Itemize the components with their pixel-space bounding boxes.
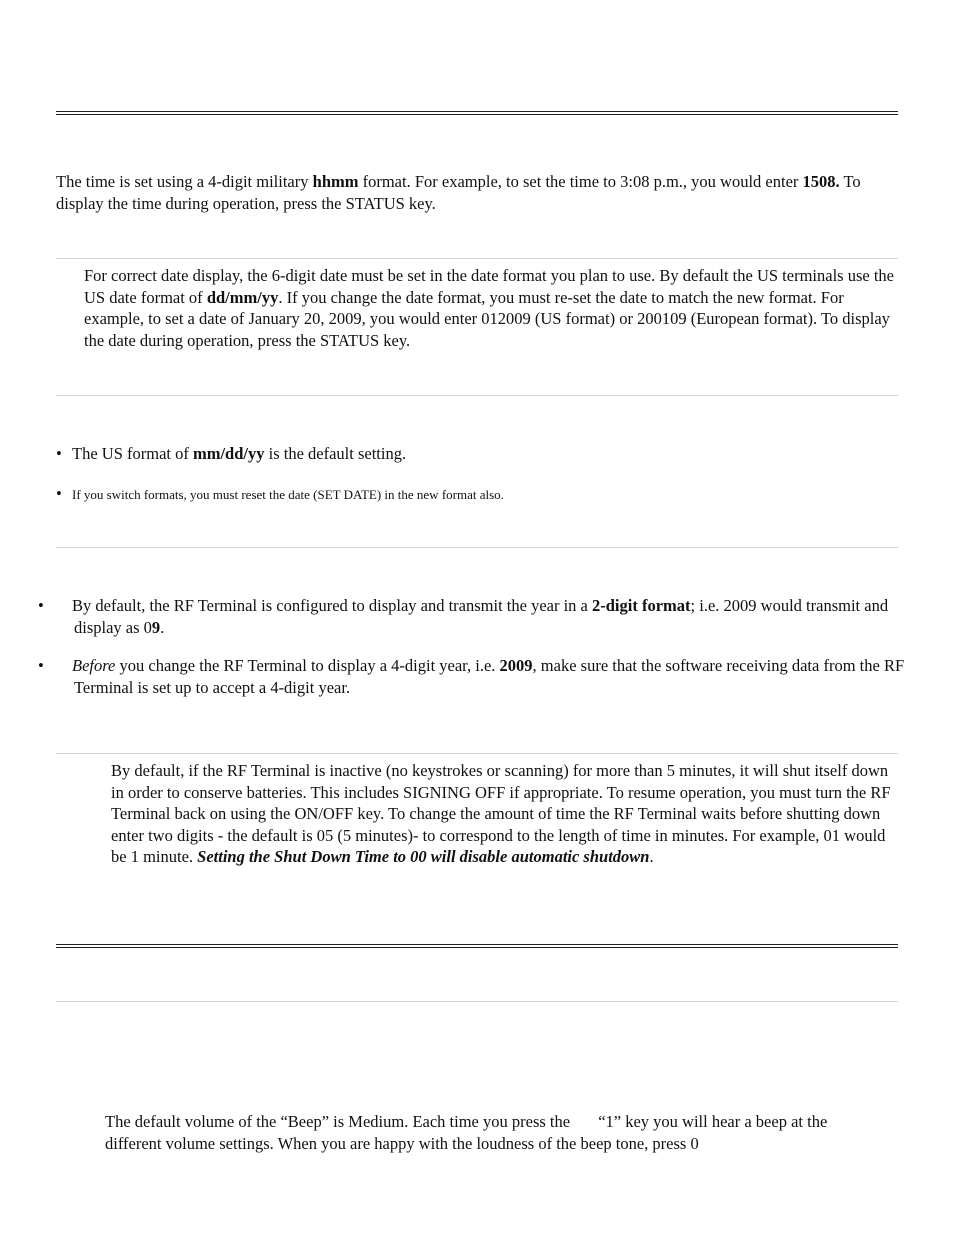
time-example-bold: 1508. (802, 172, 840, 191)
bullet-icon: • (56, 444, 62, 463)
time-setting-paragraph: The time is set using a 4-digit military hhmm format. For example, to set the time to 3:08 p.m., you would enter 1508. To display the time during operation, press the STATUS key. (56, 172, 861, 213)
section-divider-double (56, 944, 898, 948)
list-item: • If you switch formats, you must reset the date (SET DATE) in the new format also. (56, 484, 504, 503)
section-divider (56, 395, 898, 396)
time-format-bold: hhmm (312, 172, 359, 191)
section-divider (56, 1001, 898, 1002)
bullet-icon: • (38, 596, 44, 615)
section-divider-double (56, 111, 898, 115)
shutdown-note: Setting the Shut Down Time to 00 will disable automatic shutdown (197, 847, 650, 866)
list-item: • Before you change the RF Terminal to display a 4-digit year, i.e. 2009, make sure that the software receiving data from the RF Terminal is set up to accept a 4-digit year. (38, 656, 905, 697)
list-item: • By default, the RF Terminal is configured to display and transmit the year in a 2-digit format; i.e. 2009 would transmit and display as 09. (38, 596, 889, 637)
list-item: • The US format of mm/dd/yy is the default setting. (56, 444, 407, 463)
section-divider (56, 547, 898, 548)
date-setting-paragraph: For correct date display, the 6-digit date must be set in the date format you plan to use. By default the US terminals use the US date format of dd/mm/yy. If you change the date format, you must re-set the date to match the new format. For example, to set a date of January 20, 2009, you would enter 012009 (US format) or 200109 (European format). To display the date during operation, press the STATUS key. (84, 266, 894, 350)
date-format-bold: dd/mm/yy (206, 287, 279, 307)
shutdown-paragraph: By default, if the RF Terminal is inactive (no keystrokes or scanning) for more than 5 minutes, it will shut itself down in order to conserve batteries. This includes SIGNING OFF if appropriate. To resume operation, you must turn the RF Terminal back on using the ON/OFF key. To change the amount of time the RF Terminal waits before shutting down enter two digits - the default is 05 (5 minutes)- to correspond to the length of time in minutes. For example, 01 would be 1 minute. Setting the Shut Down Time to 00 will disable automatic shutdown. (111, 761, 891, 866)
bullet-icon: • (56, 484, 62, 503)
bullet-icon: • (38, 656, 44, 675)
beep-paragraph: The default volume of the “Beep” is Medium. Each time you press the “1” key you will hear a beep at the different volume settings. When you are happy with the loudness of the beep tone, press 0 (105, 1112, 828, 1153)
section-divider (56, 753, 898, 754)
section-divider (56, 258, 898, 259)
